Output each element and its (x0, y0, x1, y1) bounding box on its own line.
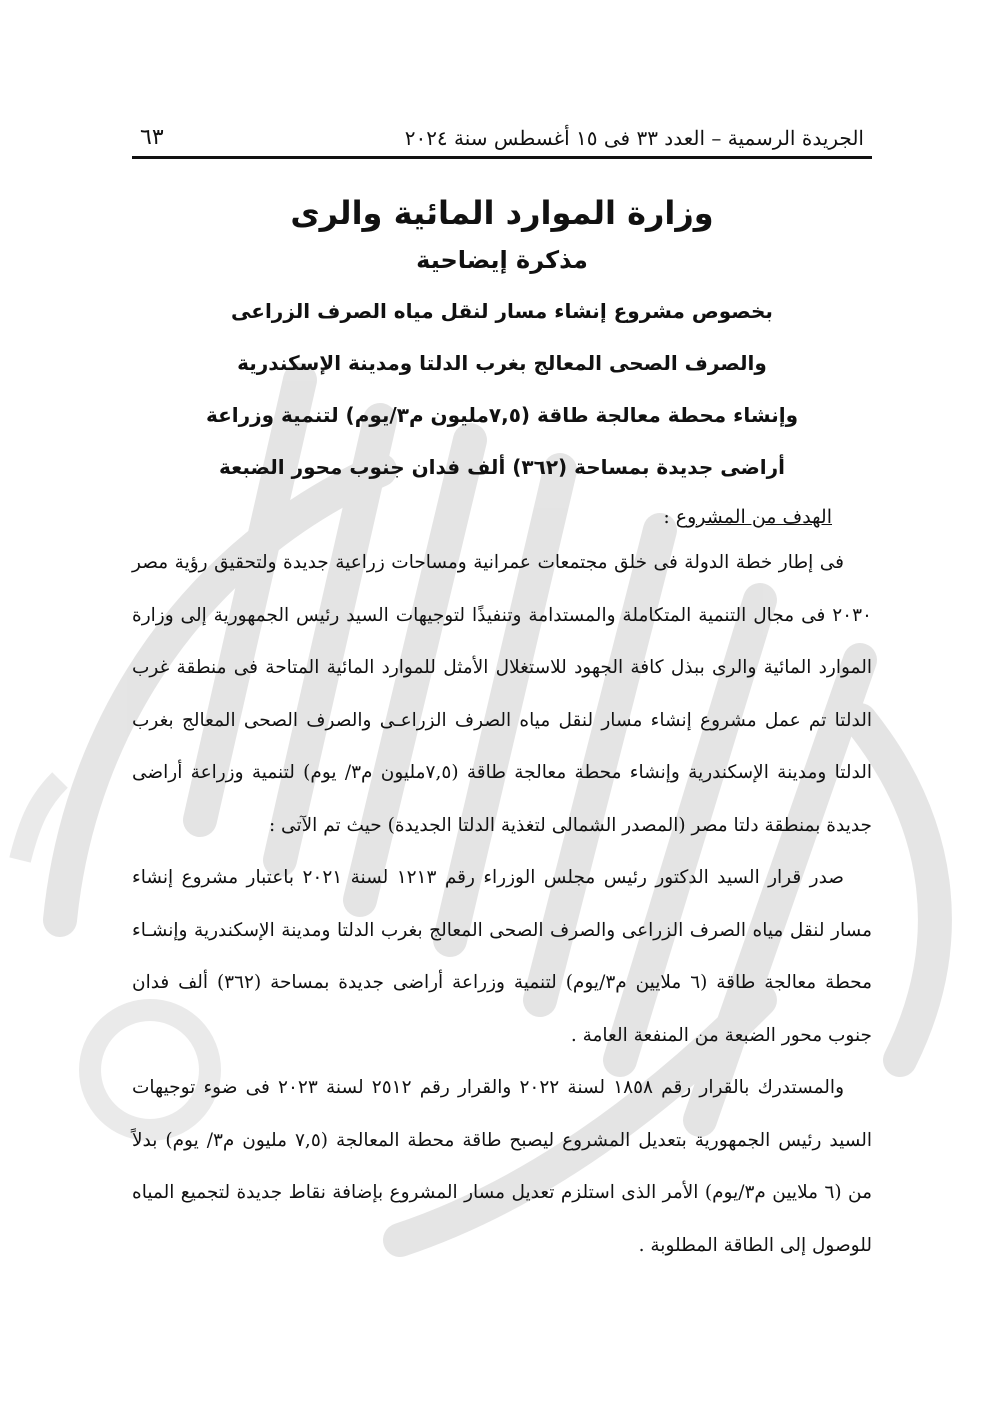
paragraph (132, 537, 872, 852)
subject-line: أراضى جديدة بمساحة (٣٦٢) ألف فدان جنوب محور الضبعة (218, 455, 786, 479)
memo-subject (132, 285, 872, 493)
paragraph-text: والمستدرك بالقرار رقم ١٨٥٨ لسنة ٢٠٢٢ والقرار رقم ٢٥١٢ لسنة ٢٠٢٣ فى ضوء توجيهات السيد رئيس الجمهورية بتعديل المشروع ليصبح طاقة محطة المعالجة (٧,٥ مليون م٣/ يوم) بدلاً من (٦ ملايين م٣/يوم) الأمر الذى استلزم تعديل مسار المشروع بإضافة نقاط جديدة لتجميع المياه للوصول إلى الطاقة المطلوبة . (132, 1077, 872, 1256)
section-heading-text: الهدف من المشروع (675, 506, 832, 528)
subject-line: بخصوص مشروع إنشاء مسار لنقل مياه الصرف الزراعى (231, 299, 773, 323)
subject-line: وإنشاء محطة معالجة طاقة (٧,٥مليون م٣/يوم) لتنمية وزراعة (205, 403, 798, 427)
ministry-title: وزارة الموارد المائية والرى (290, 194, 714, 232)
document-page (132, 108, 872, 1272)
section-heading (132, 497, 872, 537)
running-header (132, 108, 872, 159)
subject-line: والصرف الصحى المعالج بغرب الدلتا ومدينة الإسكندرية (237, 351, 767, 375)
gazette-issue-line: الجريدة الرسمية – العدد ٣٣ فى ١٥ أغسطس سنة ٢٠٢٤ (404, 126, 864, 150)
section-heading-colon: : (663, 506, 676, 528)
page-number: ٦٣ (140, 125, 164, 150)
paragraph-text: فى إطار خطة الدولة فى خلق مجتمعات عمرانية ومساحات زراعية جديدة ولتحقيق رؤية مصر ٢٠٣٠ فى مجال التنمية المتكاملة والمستدامة وتنفيذًا لتوجيهات السيد رئيس الجمهورية إلى وزارة الموارد المائية والرى ببذل كافة الجهود للاستغلال الأمثل للموارد المائية المتاحة فى منطقة غرب الدلتا تم عمل مشروع إنشاء مسار لنقل مياه الصرف الزراعـى والصرف الصحى المعالج بغرب الدلتا ومدينة الإسكندرية وإنشاء محطة معالجة طاقة (٧,٥مليون م٣/ يوم) لتنمية وزراعة أراضى جديدة بمنطقة دلتا مصر (المصدر الشمالى لتغذية الدلتا الجديدة) حيث تم الآتى : (132, 552, 873, 836)
paragraph (132, 852, 872, 1062)
memo-title: مذكرة إيضاحية (416, 246, 588, 274)
paragraph-text: صدر قرار السيد الدكتور رئيس مجلس الوزراء رقم ١٢١٣ لسنة ٢٠٢١ باعتبار مشروع إنشاء مسار لنقل مياه الصرف الزراعى والصرف الصحى المعالج بغرب الدلتا ومدينة الإسكندرية وإنشـاء محطة معالجة طاقة (٦ ملايين م٣/يوم) لتنمية وزراعة أراضى جديدة بمساحة (٣٦٢) ألف فدان جنوب محور الضبعة من المنفعة العامة . (132, 867, 873, 1046)
paragraph (132, 1062, 872, 1272)
